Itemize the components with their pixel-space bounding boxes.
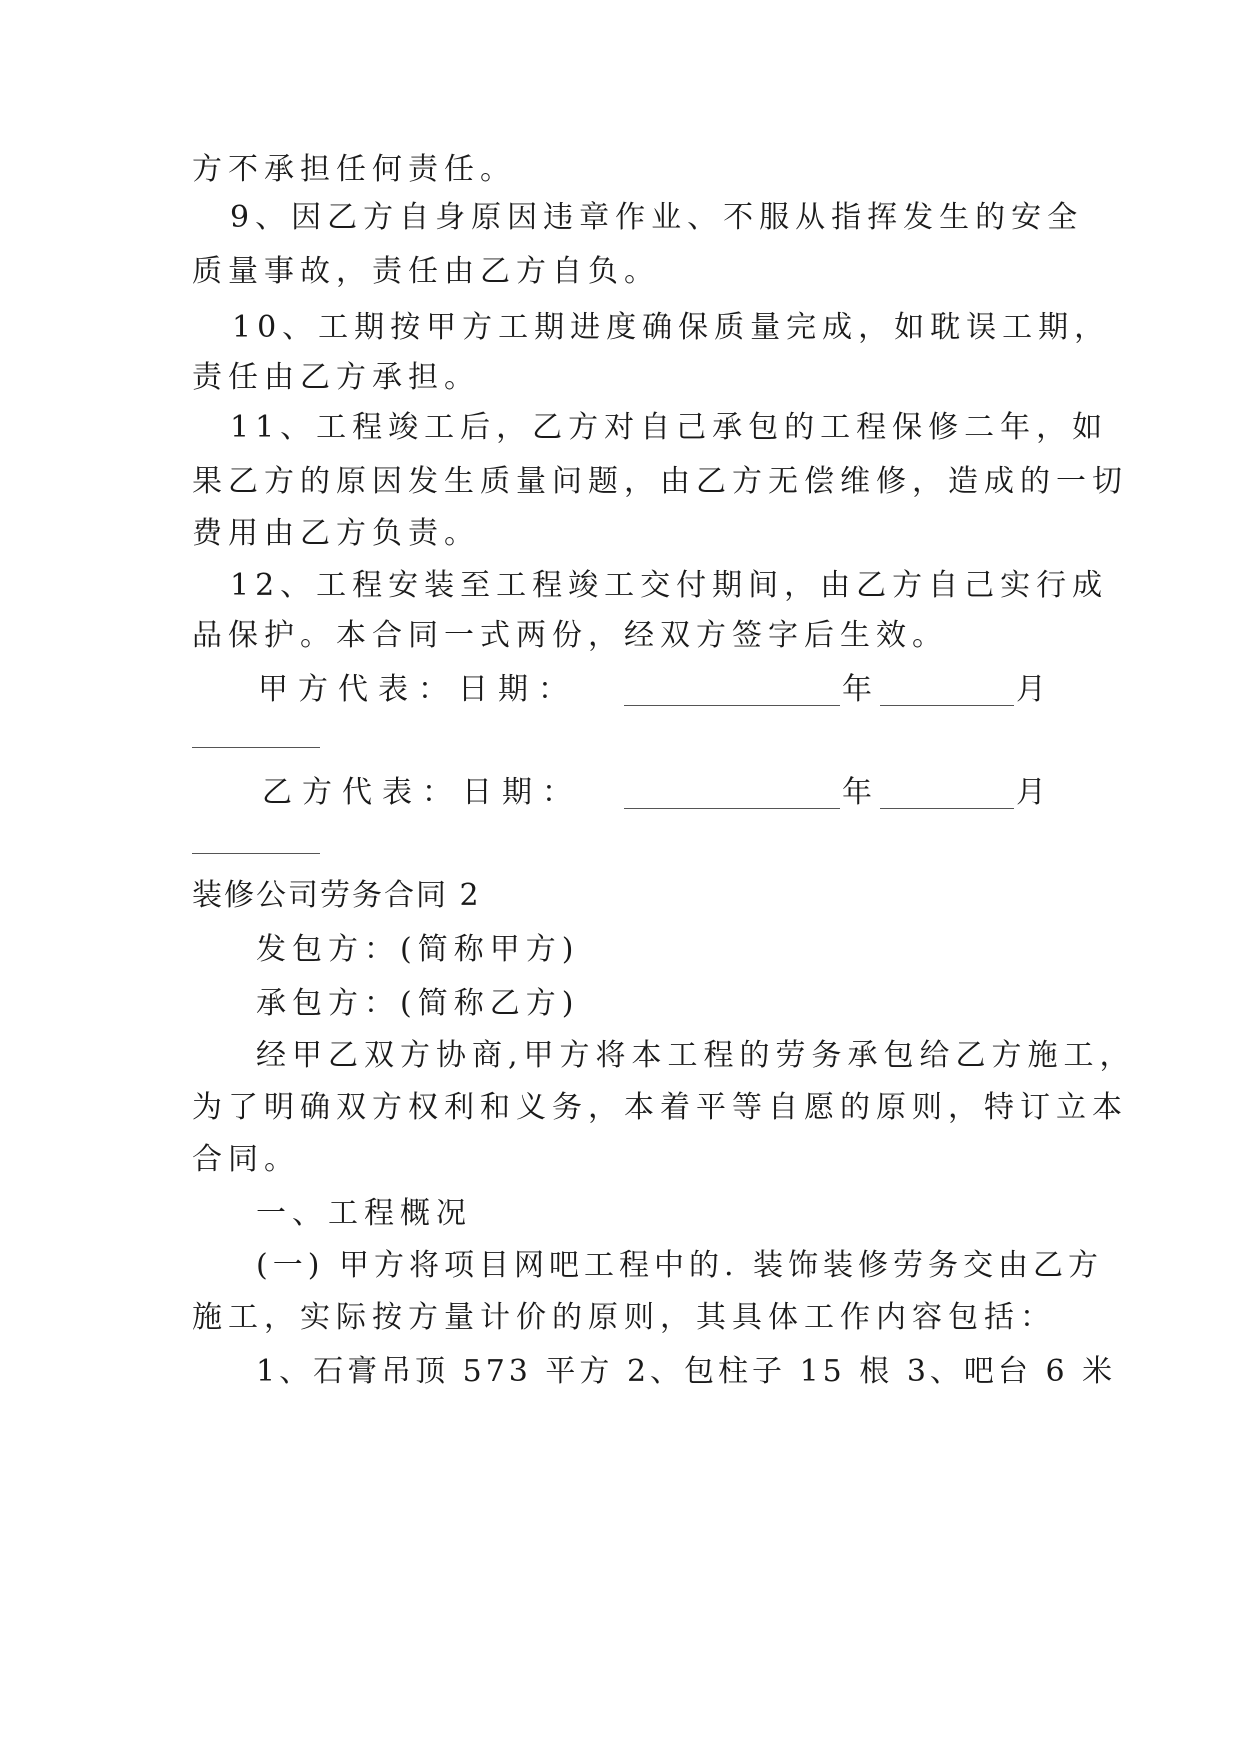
clause-9-line-1: 9、因乙方自身原因违章作业、不服从指挥发生的安全 — [230, 200, 1084, 235]
year-blank-line — [624, 705, 840, 706]
scope-line-2: 施工，实际按方量计价的原则，其具体工作内容包括： — [192, 1300, 1056, 1335]
clause-11-line-1: 11、工程竣工后，乙方对自己承包的工程保修二年，如 — [230, 410, 1109, 445]
month-label: 月 — [1016, 672, 1052, 707]
clause-9-line-2: 质量事故，责任由乙方自负。 — [192, 254, 660, 289]
scope-line-1: (一) 甲方将项目网吧工程中的. 装饰装修劳务交由乙方 — [256, 1248, 1104, 1283]
clause-11-line-3: 费用由乙方负责。 — [192, 516, 480, 551]
month-blank-line — [880, 808, 1014, 809]
year-label: 年 — [842, 775, 878, 810]
year-label: 年 — [842, 672, 878, 707]
section-title: 装修公司劳务合同 2 — [192, 878, 481, 913]
clause-12-line-1: 12、工程安装至工程竣工交付期间，由乙方自己实行成 — [230, 568, 1109, 603]
preamble-line-1: 经甲乙双方协商,甲方将本工程的劳务承包给乙方施工， — [256, 1038, 1136, 1073]
day-blank-line — [192, 747, 320, 748]
clause-10-line-2: 责任由乙方承担。 — [192, 360, 480, 395]
clause-12-line-2: 品保护。本合同一式两份，经双方签字后生效。 — [192, 618, 948, 653]
work-items-line: 1、石膏吊顶 573 平方 2、包柱子 15 根 3、吧台 6 米 — [256, 1354, 1117, 1389]
clause-10-line-1: 10、工期按甲方工期进度确保质量完成，如耽误工期， — [232, 310, 1111, 345]
preamble-line-2: 为了明确双方权利和义务，本着平等自愿的原则，特订立本 — [192, 1090, 1128, 1125]
section-heading: 一、工程概况 — [256, 1196, 472, 1231]
paragraph-line: 方不承担任何责任。 — [192, 152, 516, 187]
contractor-party-line: 承包方：(简称乙方) — [256, 986, 580, 1021]
clause-11-line-2: 果乙方的原因发生质量问题，由乙方无偿维修，造成的一切 — [192, 464, 1128, 499]
preamble-line-3: 合同。 — [192, 1142, 300, 1177]
day-blank-line — [192, 853, 320, 854]
party-b-signature-label: 乙方代表：日期： — [262, 775, 582, 810]
month-label: 月 — [1016, 775, 1052, 810]
month-blank-line — [880, 705, 1014, 706]
party-a-signature-label: 甲方代表：日期： — [258, 672, 578, 707]
year-blank-line — [624, 808, 840, 809]
employer-party-line: 发包方：(简称甲方) — [256, 932, 580, 967]
